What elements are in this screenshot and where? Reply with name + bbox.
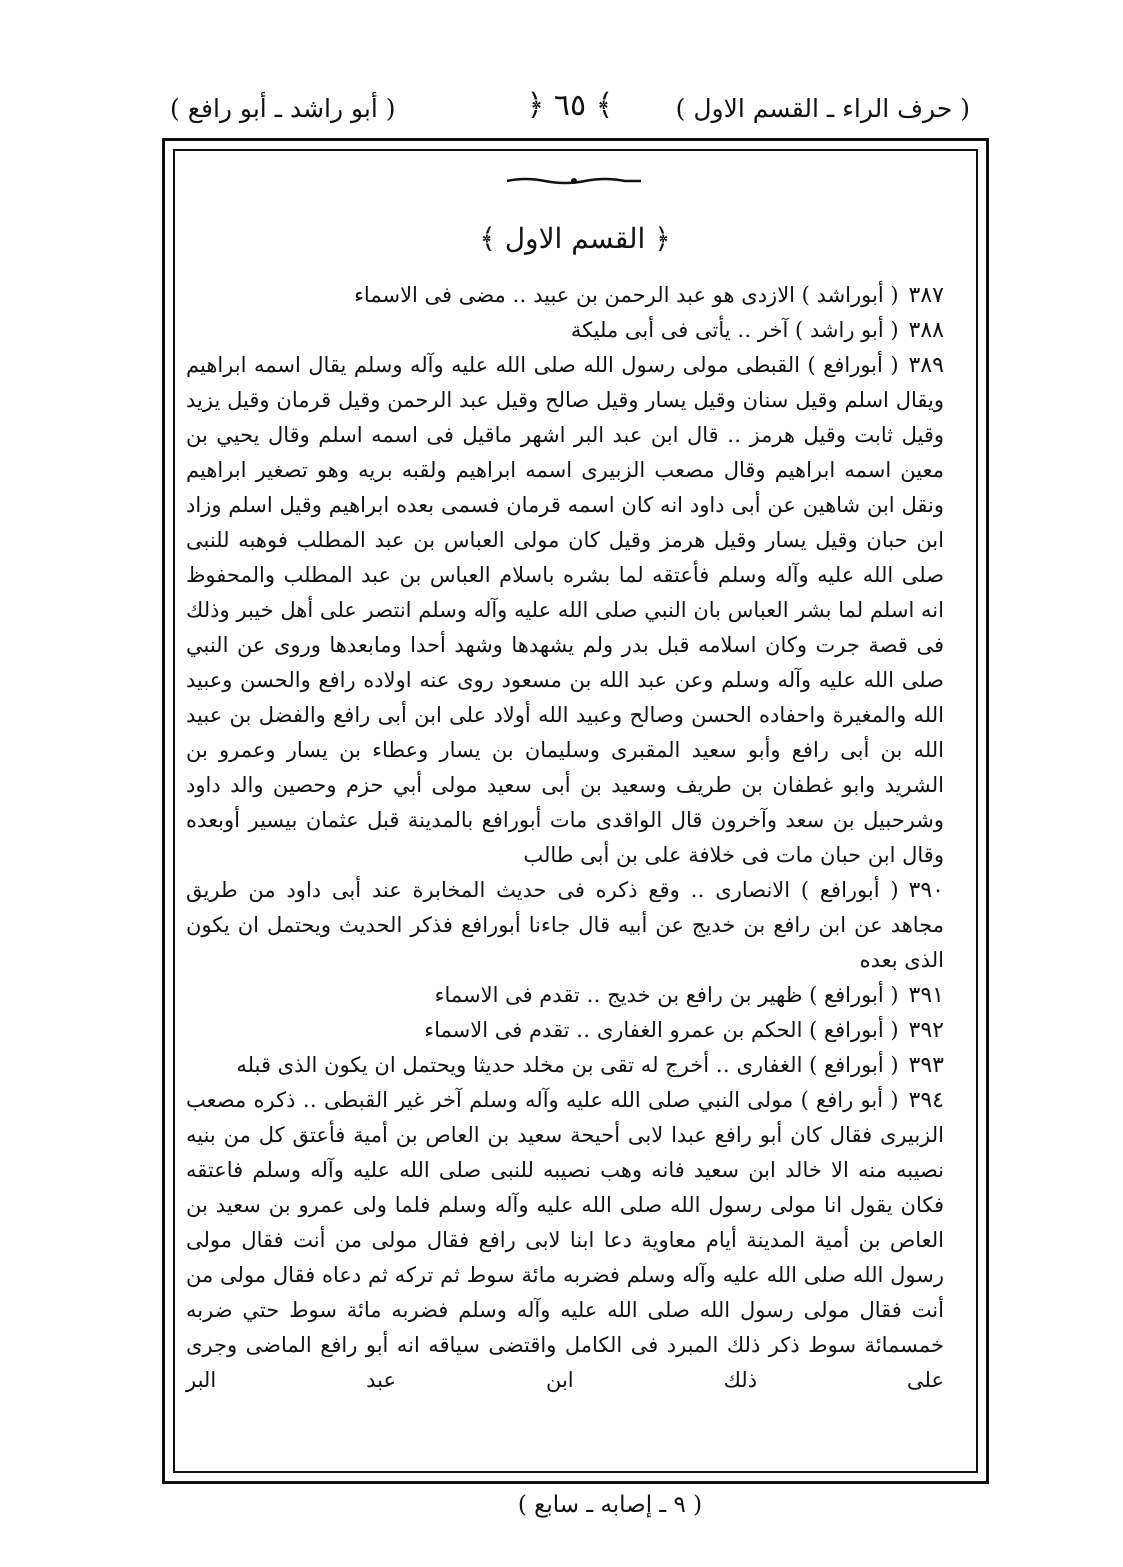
- entry-text: ( أبورافع ) ظهير بن رافع بن خديج ‥ تقدم فى الاسماء: [434, 983, 899, 1007]
- entry-number: ٣٨٩: [908, 353, 944, 378]
- entry-text: ( أبو رافع ) مولى النبي صلى الله عليه وآله وسلم آخر غير القبطى ‥ ذكره مصعب الزبيرى فقال كان أبو رافع عبدا لابى أحيحة سعيد بن العاص بن أمية فأعتق كل من بنيه نصيبه منه الا خالد ابن سعيد فانه وهب نصيبه للنبى صلى الله عليه وآله وسلم فاعتقه فكان يقول انا مولى رسول الله صلى الله عليه وآله وسلم فلما ولى عمرو بن سعيد بن العاص بن أمية المدينة أيام معاوية دعا ابنا لابى رافع فقال مولى من أنت فقال مولى رسول الله صلى الله عليه وآله وسلم فضربه مائة سوط ثم تركه ثم دعاه فقال مولى من أنت فقال مولى رسول الله صلى الله عليه وآله وسلم فضربه مائة سوط حتي ضربه خمسمائة سوط ذكر ذلك المبرد فى الكامل واقتضى سياقه انه أبو رافع الماضى وجرى على ذلك ابن عبد البر: [186, 1088, 944, 1392]
- entry: [186, 873, 974, 978]
- page-number: ﴿ ٦٥ ﴾: [526, 88, 614, 123]
- entry-number: ٣٩٣: [908, 1053, 944, 1078]
- entry-text: ( أبو راشد ) آخر ‥ يأتى فى أبى مليكة: [570, 318, 899, 342]
- entry-text: ( أبورافع ) الغفارى ‥ أخرج له تقى بن مخلد حديثا ويحتمل ان يكون الذى قبله: [236, 1053, 899, 1077]
- entry-text: ( أبوراشد ) الازدى هو عبد الرحمن بن عبيد ‥ مضى فى الاسماء: [354, 283, 899, 307]
- entries-list: [186, 278, 974, 1398]
- entry: [186, 348, 974, 873]
- entry: [186, 313, 974, 348]
- entry-number: ٣٩٤: [908, 1088, 944, 1113]
- entry-number: ٣٩١: [908, 983, 944, 1008]
- entry: [186, 1048, 974, 1083]
- page-footer: ( ٩ ـ إصابه ـ سابع ): [517, 1492, 703, 1518]
- entry: [186, 278, 974, 313]
- entry: [186, 1083, 974, 1398]
- entry-number: ٣٨٧: [908, 283, 944, 308]
- entry-text: ( أبورافع ) الحكم بن عمرو الغفارى ‥ تقدم فى الاسماء: [424, 1018, 899, 1042]
- ornament-divider: [505, 176, 643, 186]
- entry-number: ٣٩٠: [908, 878, 944, 903]
- entry-text: ( أبورافع ) القبطى مولى رسول الله صلى الله عليه وآله وسلم يقال اسمه ابراهيم ويقال اسلم وقيل سنان وقيل يسار وقيل صالح وقيل عبد الرحمن وقيل قرمان وقيل يزيد وقيل ثابت وقيل هرمز ‥ قال ابن عبد البر اشهر ماقيل فى اسمه اسلم وقال يحيي بن معين اسمه ابراهيم وقال مصعب الزبيرى اسمه ابراهيم ولقبه بريه وهو تصغير ابراهيم ونقل ابن شاهين عن أبى داود انه كان اسمه قرمان فسمى بعده ابراهيم وقيل اسلم وزاد ابن حبان وقيل يسار وقيل هرمز وقيل كان مولى العباس بن عبد المطلب فوهبه للنبى صلى الله عليه وآله وسلم فأعتقه لما بشره باسلام العباس بن عبد المطلب والمحفوظ انه اسلم لما بشر العباس بان النبي صلى الله عليه وآله وسلم انتصر على أهل خيبر وذلك فى قصة جرت وكان اسلامه قبل بدر ولم يشهدها وشهد أحدا ومابعدها وروى عن النبي صلى الله عليه وآله وسلم وعن عبد الله بن مسعود روى عنه اولاده رافع والحسن وعبيد الله والمغيرة واحفاده الحسن وصالح وعبيد الله أولاد على ابن أبى رافع والفضل بن عبيد الله بن أبى رافع وأبو سعيد المقبرى وسليمان بن يسار وعطاء بن يسار وعمرو بن الشريد وابو غطفان بن طريف وسعيد بن أبى سعيد مولى أبي حزم وحصين والد داود وشرحبيل بن سعد وآخرون قال الواقدى مات أبورافع بالمدينة قبل عثمان بيسير أوبعده وقال ابن حبان مات فى خلافة على بن أبى طالب: [186, 353, 944, 867]
- section-title: ﴿ القسم الاول ﴾: [479, 222, 671, 255]
- entry-number: ٣٩٢: [908, 1018, 944, 1043]
- header-entries: ( أبو راشد ـ أبو رافع ): [170, 94, 396, 123]
- entry: [186, 978, 974, 1013]
- page-header: [170, 88, 970, 138]
- entry-number: ٣٨٨: [908, 318, 944, 343]
- entry: [186, 1013, 974, 1048]
- header-chapter: ( حرف الراء ـ القسم الاول ): [675, 94, 970, 123]
- entry-text: ( أبورافع ) الانصارى ‥ وقع ذكره فى حديث المخابرة عند أبى داود من طريق مجاهد عن ابن رافع بن خديج عن أبيه قال جاءنا أبورافع فذكر الحديث ويحتمل ان يكون الذى بعده: [186, 878, 944, 972]
